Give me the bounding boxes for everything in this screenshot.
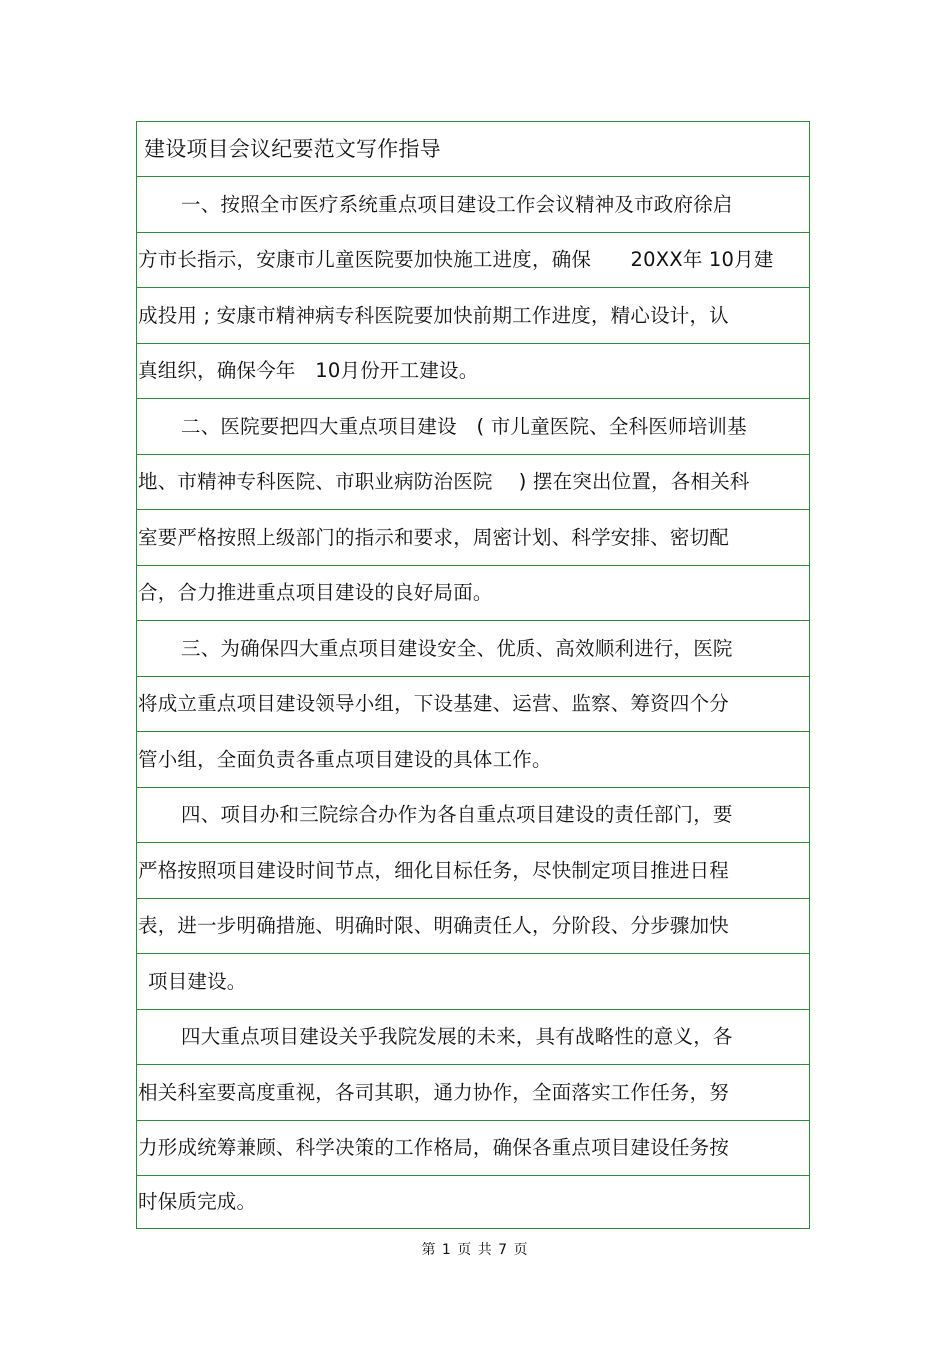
document-frame (136, 121, 810, 1229)
paragraph-1-line-1: 一、按照全市医疗系统重点项目建设工作会议精神及市政府徐启 (181, 192, 733, 216)
paragraph-3-line-2: 将成立重点项目建设领导小组，下设基建、运营、监察、筹资四个分 (138, 692, 730, 715)
page-number-footer: 第 1 页 共 7 页 (421, 1242, 529, 1258)
text-line (137, 843, 809, 899)
text-line (137, 732, 809, 788)
paragraph-1-line-3: 成投用 ; 安康市精神病专科医院要加快前期工作进度，精心设计，认 (138, 303, 729, 327)
paragraph-1-line-2: 方市长指示，安康市儿童医院要加快施工进度，确保 20XX年 10月建 (138, 248, 774, 271)
paragraph-4-line-4: 项目建设。 (148, 969, 247, 993)
document-title: 建设项目会议纪要范文写作指导 (144, 136, 441, 161)
text-line (137, 1065, 809, 1121)
text-line (137, 788, 809, 844)
text-line (137, 233, 809, 289)
paragraph-3-line-3: 管小组，全面负责各重点项目建设的具体工作。 (138, 747, 552, 771)
paragraph-4-line-1: 四、项目办和三院综合办作为各自重点项目建设的责任部门，要 (181, 803, 733, 826)
paragraph-4-line-2: 严格按照项目建设时间节点，细化目标任务，尽快制定项目推进日程 (138, 858, 730, 882)
text-line (137, 399, 809, 455)
text-line (137, 1121, 809, 1177)
paragraph-2-line-1: 二、医院要把四大重点项目建设 ( 市儿童医院、全科医师培训基 (181, 414, 747, 438)
paragraph-5-line-4: 时保质完成。 (138, 1190, 257, 1214)
text-line (137, 621, 809, 677)
text-line (137, 954, 809, 1010)
paragraph-2-line-3: 室要严格按照上级部门的指示和要求，周密计划、科学安排、密切配 (138, 525, 730, 549)
paragraph-2-line-4: 合，合力推进重点项目建设的良好局面。 (138, 581, 493, 604)
text-line (137, 899, 809, 955)
text-line (137, 344, 809, 400)
text-line (137, 1010, 809, 1066)
text-line (137, 510, 809, 566)
title-row (137, 122, 809, 177)
paragraph-5-line-2: 相关科室要高度重视，各司其职，通力协作，全面落实工作任务，努 (138, 1080, 730, 1104)
text-line (137, 677, 809, 733)
paragraph-5-line-1: 四大重点项目建设关乎我院发展的未来，具有战略性的意义，各 (181, 1025, 733, 1048)
paragraph-1-line-4: 真组织，确保今年 10月份开工建设。 (138, 359, 479, 382)
text-line (137, 1176, 809, 1228)
paragraph-2-line-2: 地、市精神专科医院、市职业病防治医院 ) 摆在突出位置，各相关科 (138, 470, 750, 493)
paragraph-3-line-1: 三、为确保四大重点项目建设安全、优质、高效顺利进行，医院 (181, 636, 733, 660)
text-line (137, 288, 809, 344)
paragraph-4-line-3: 表，进一步明确措施、明确时限、明确责任人，分阶段、分步骤加快 (138, 914, 730, 937)
text-line (137, 566, 809, 622)
paragraph-5-line-3: 力形成统筹兼顾、科学决策的工作格局，确保各重点项目建设任务按 (138, 1136, 730, 1159)
text-line (137, 177, 809, 233)
text-line (137, 455, 809, 511)
